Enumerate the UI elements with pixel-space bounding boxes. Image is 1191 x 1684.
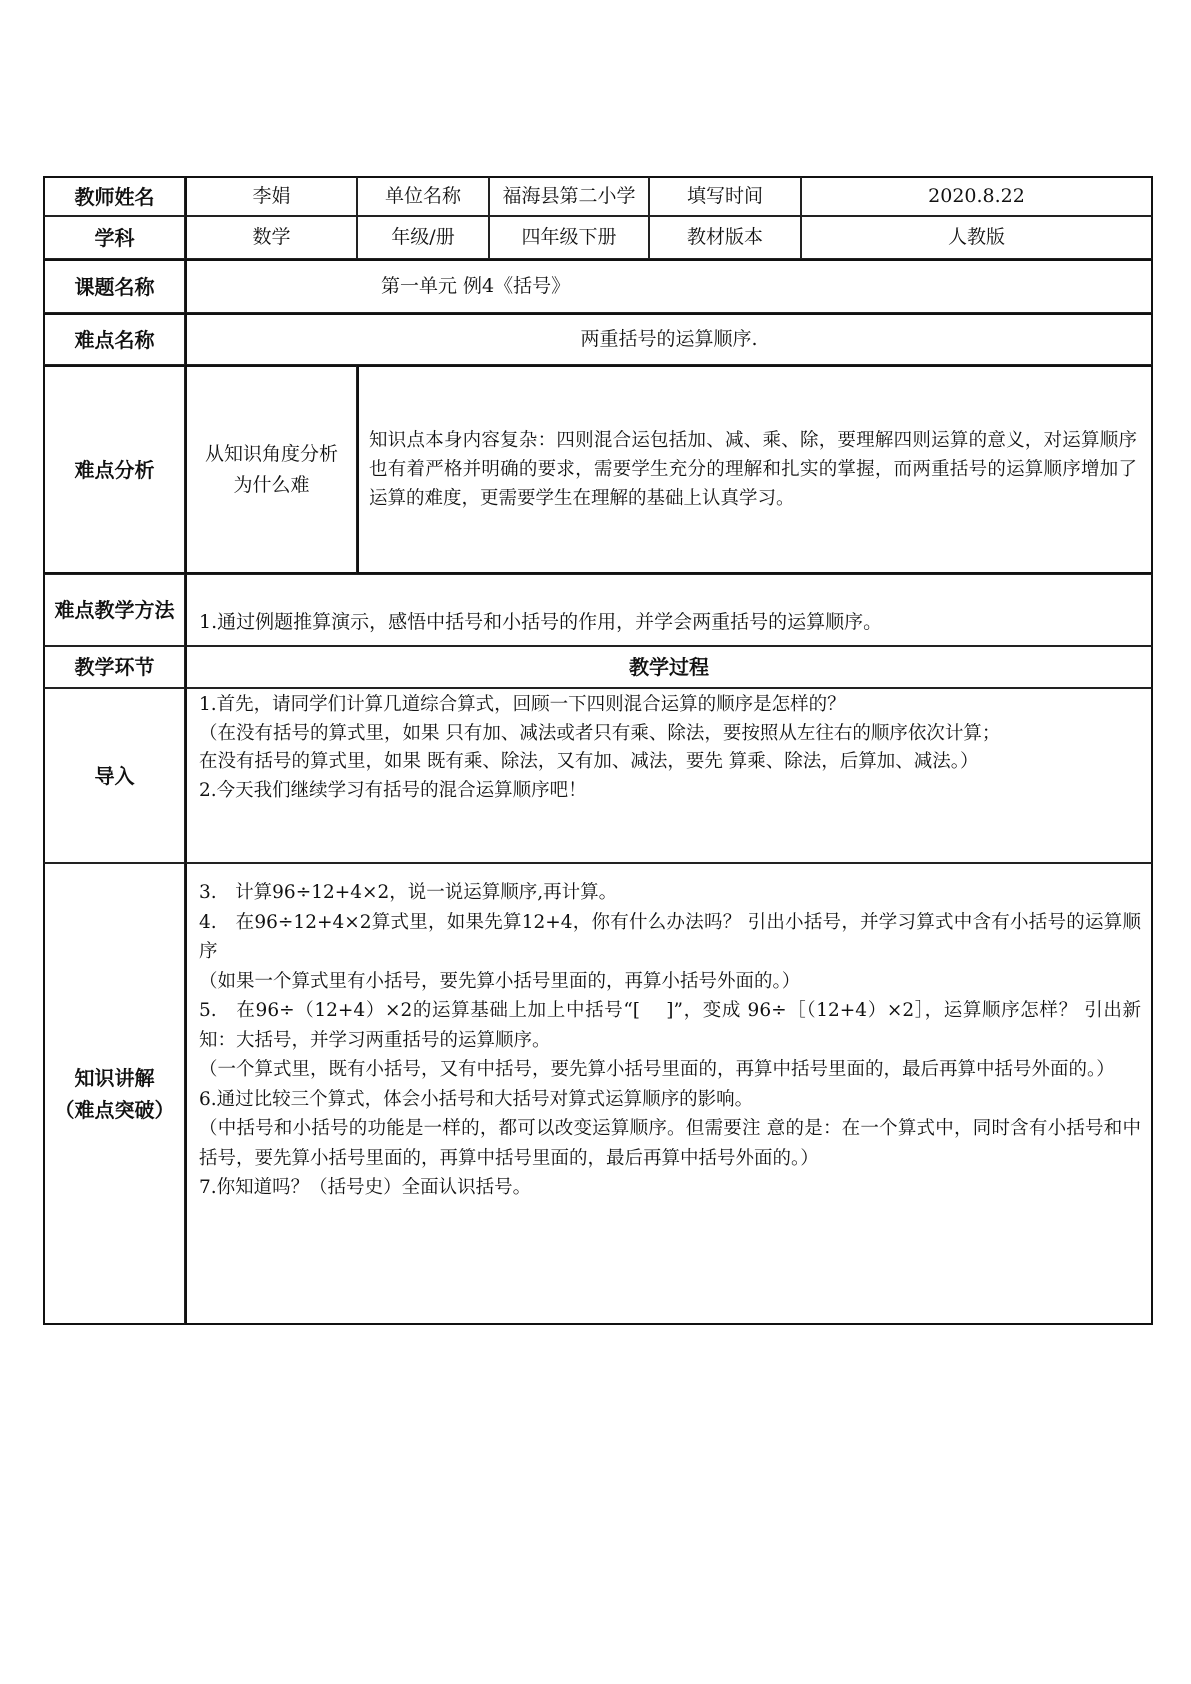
method-text: 1.通过例题推算演示，感悟中括号和小括号的作用，并学会两重括号的运算顺序。 xyxy=(185,574,1153,646)
analysis-text-cell xyxy=(357,365,1153,574)
header-row xyxy=(43,176,1153,216)
date-value: 2020.8.22 xyxy=(801,176,1153,216)
knowledge-line: 5. 在96÷（12+4）×2的运算基础上加上中括号“[ ]”，变成 96÷［（12+4）×2］，运算顺序怎样？ 引出新知：大括号，并学习两重括号的运算顺序。 xyxy=(199,1000,1141,1051)
intro-line: 在没有括号的算式里，如果 既有乘、除法，又有加、减法，要先 算乘、除法，后算加、减法。） xyxy=(199,751,979,772)
topic-row xyxy=(43,259,1153,313)
date-label: 填写时间 xyxy=(649,176,801,216)
intro-row xyxy=(43,688,1153,863)
knowledge-label-line2: （难点突破） xyxy=(54,1097,175,1122)
teacher-name-label: 教师姓名 xyxy=(43,176,185,216)
unit-name-label: 单位名称 xyxy=(357,176,489,216)
analysis-row xyxy=(43,365,1153,574)
unit-name-value: 福海县第二小学 xyxy=(489,176,649,216)
knowledge-label-line1: 知识讲解 xyxy=(74,1065,155,1090)
intro-label: 导入 xyxy=(43,688,185,863)
intro-line: 2.今天我们继续学习有括号的混合运算顺序吧！ xyxy=(199,779,587,801)
topic-label: 课题名称 xyxy=(43,259,185,313)
edition-label: 教材版本 xyxy=(649,216,801,259)
teacher-name-value: 李娟 xyxy=(185,176,357,216)
grade-value: 四年级下册 xyxy=(489,216,649,259)
knowledge-row xyxy=(43,863,1153,1325)
difficulty-value: 两重括号的运算顺序. xyxy=(185,313,1153,365)
difficulty-label: 难点名称 xyxy=(43,313,185,365)
intro-content xyxy=(185,688,1153,863)
intro-line: （在没有括号的算式里，如果 只有加、减法或者只有乘、除法，要按照从左往右的顺序依次计算； xyxy=(199,722,1001,744)
method-label: 难点教学方法 xyxy=(43,574,185,646)
intro-line: 1.首先，请同学们计算几道综合算式，回顾一下四则混合运算的顺序是怎样的？ xyxy=(199,694,846,715)
subject-value: 数学 xyxy=(185,216,357,259)
analysis-label: 难点分析 xyxy=(43,365,185,574)
analysis-text: 知识点本身内容复杂：四则混合运包括加、减、乘、除，要理解四则运算的意义，对运算顺序也有着严格并明确的要求，需要学生充分的理解和扎实的掌握，而两重括号的运算顺序增加了运算的难度，更需要学生在理解的基础上认真学习。 xyxy=(369,430,1137,509)
section-value: 教学过程 xyxy=(185,646,1153,688)
knowledge-line: 3. 计算96÷12+4×2，说一说运算顺序,再计算。 xyxy=(199,882,618,903)
knowledge-line: （中括号和小括号的功能是一样的，都可以改变运算顺序。但需要注 意的是：在一个算式中，同时含有小括号和中括号，要先算小括号里面的，再算中括号里面的，最后再算中括号外面的。） xyxy=(199,1118,1141,1169)
knowledge-line: 6.通过比较三个算式，体会小括号和大括号对算式运算顺序的影响。 xyxy=(199,1088,754,1110)
topic-value: 第一单元 例4《括号》 xyxy=(185,259,1153,313)
analysis-sub-label: 从知识角度分析为什么难 xyxy=(204,443,338,496)
knowledge-line: （一个算式里，既有小括号，又有中括号，要先算小括号里面的，再算中括号里面的，最后再算中括号外面的。） xyxy=(199,1059,1115,1080)
knowledge-line: （如果一个算式里有小括号，要先算小括号里面的，再算小括号外面的。） xyxy=(199,970,801,992)
knowledge-label xyxy=(43,863,185,1325)
grade-label: 年级/册 xyxy=(357,216,489,259)
edition-value: 人教版 xyxy=(801,216,1153,259)
subject-row xyxy=(43,216,1153,259)
knowledge-line: 7.你知道吗？（括号史）全面认识括号。 xyxy=(199,1177,532,1198)
section-label: 教学环节 xyxy=(43,646,185,688)
knowledge-content xyxy=(185,863,1153,1325)
subject-label: 学科 xyxy=(43,216,185,259)
section-header-row xyxy=(43,646,1153,688)
method-row xyxy=(43,574,1153,646)
difficulty-row xyxy=(43,313,1153,365)
analysis-sub-label-cell xyxy=(185,365,357,574)
knowledge-line: 4. 在96÷12+4×2算式里，如果先算12+4，你有什么办法吗？ 引出小括号，并学习算式中含有小括号的运算顺序 xyxy=(199,911,1141,962)
